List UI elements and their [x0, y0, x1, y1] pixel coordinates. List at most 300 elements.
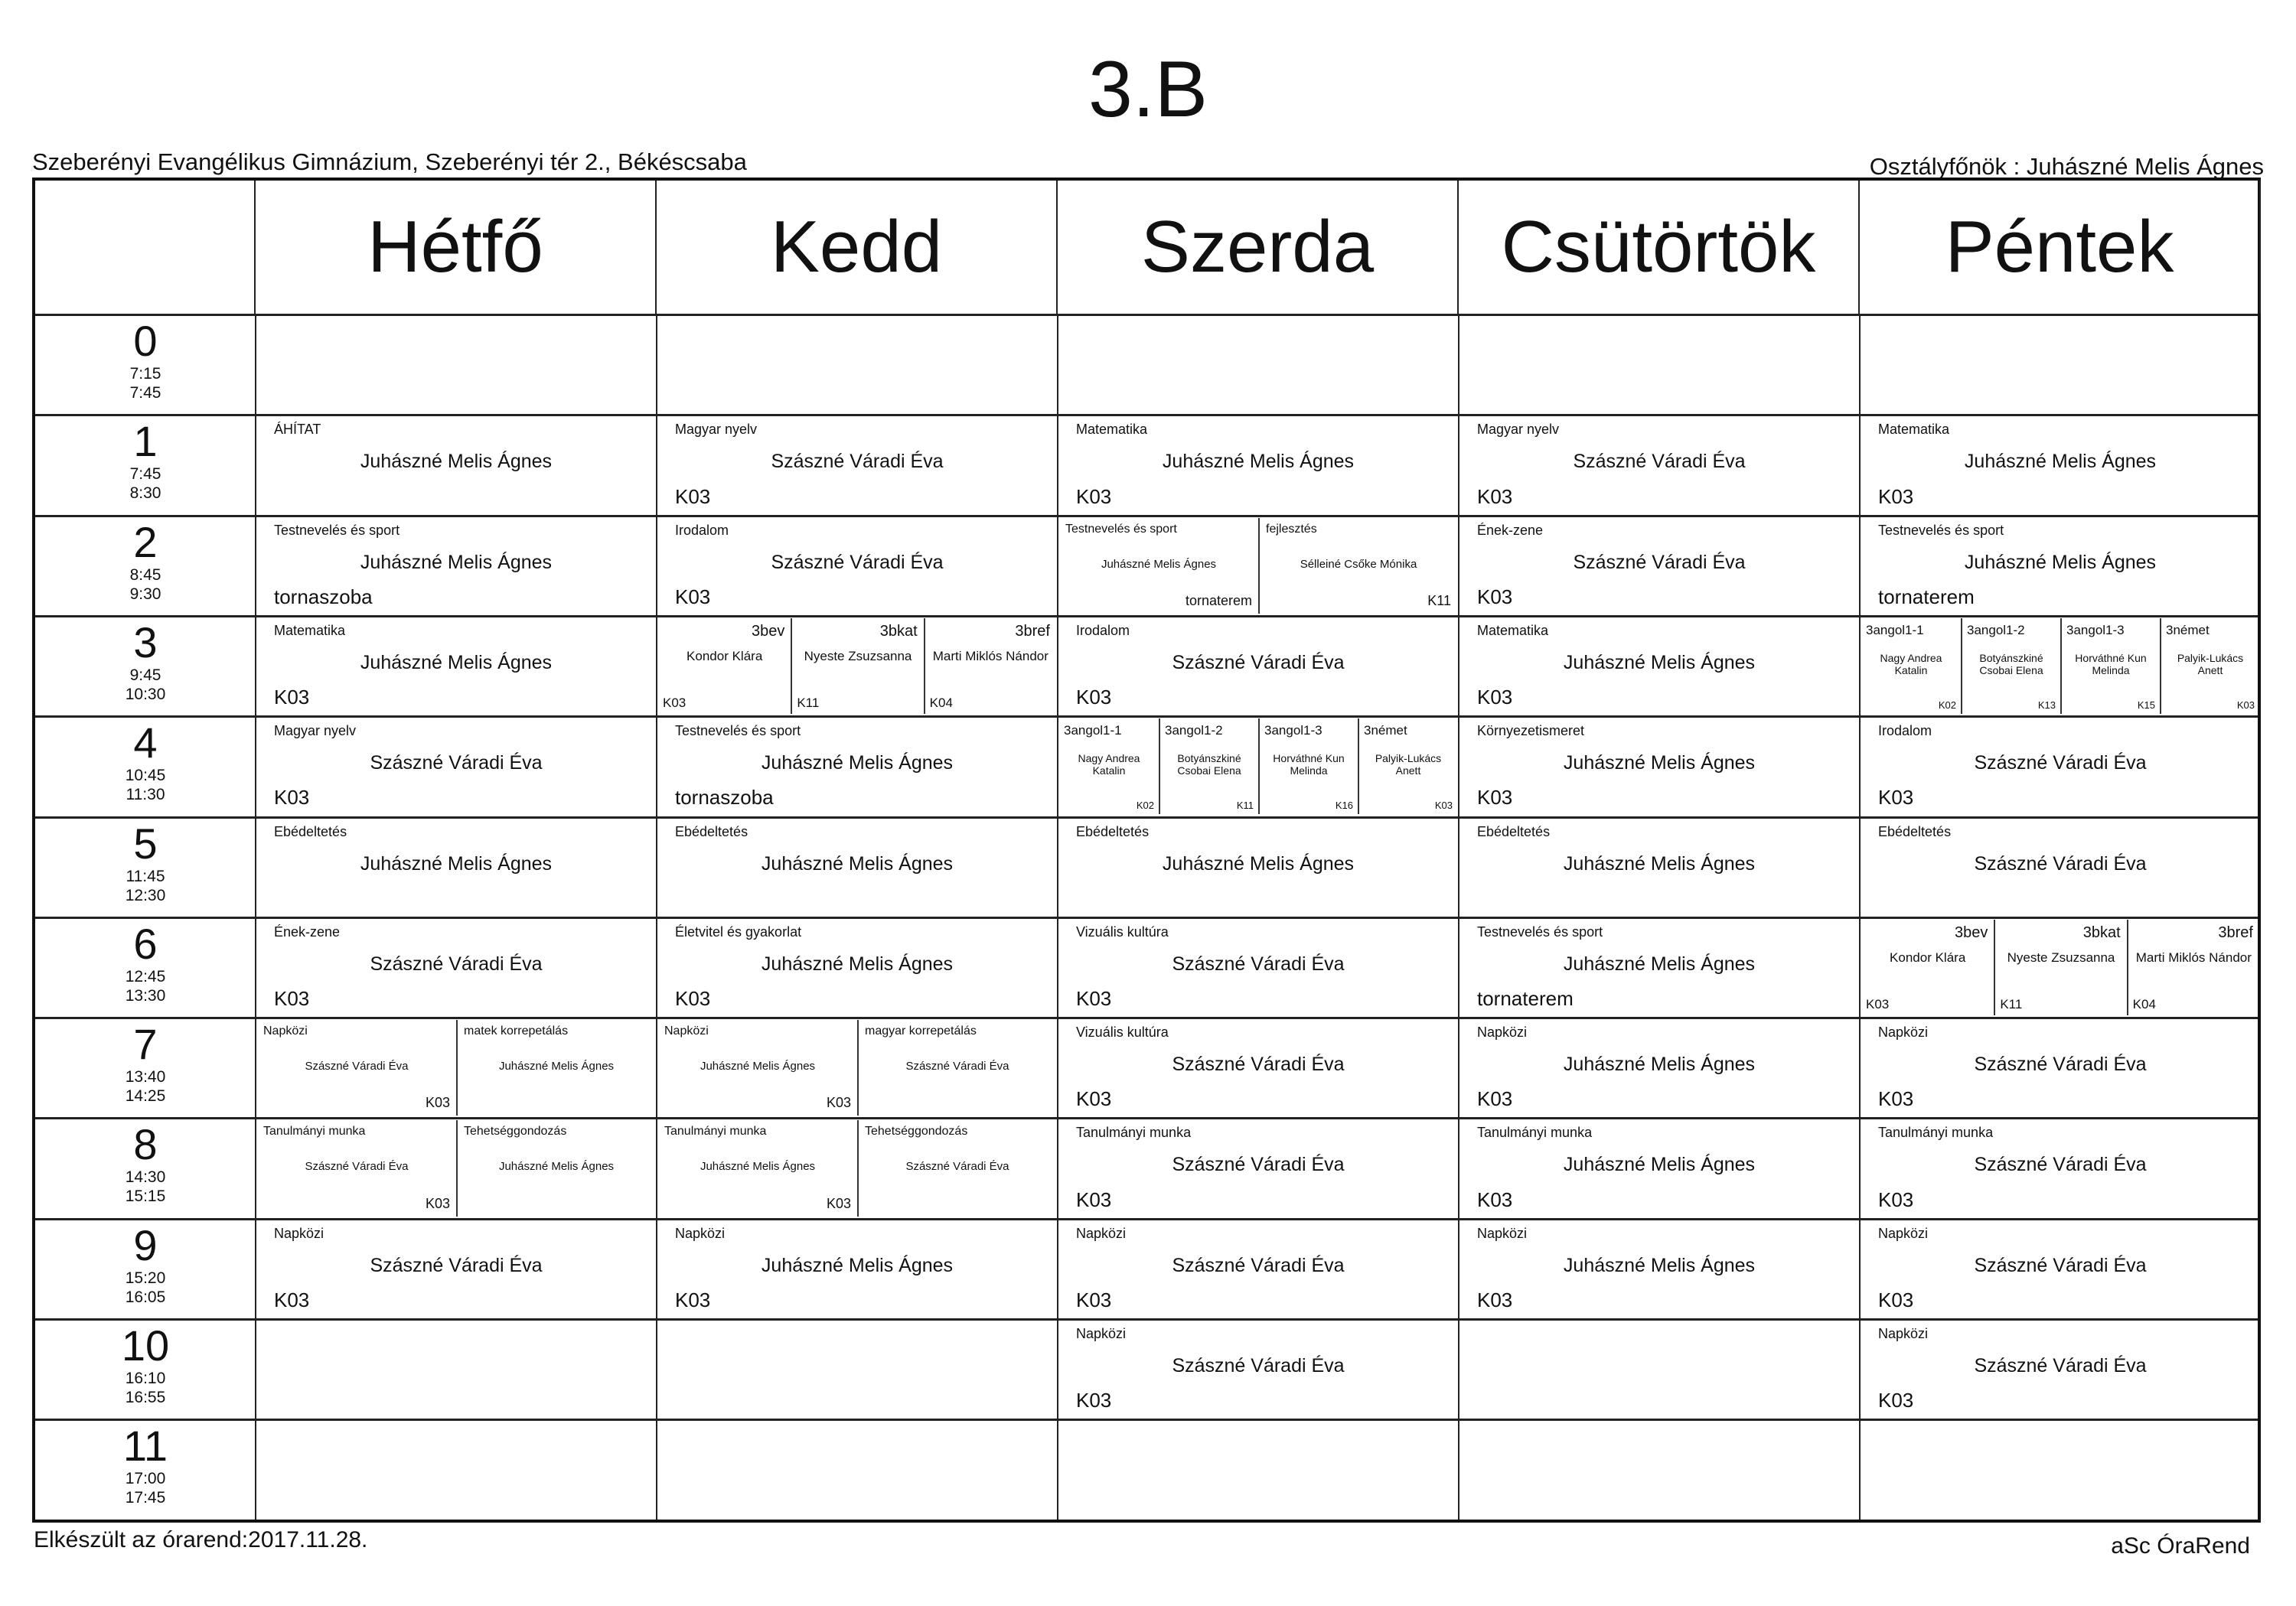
subject-name: Napközi — [675, 1225, 726, 1241]
lesson-slot — [257, 1020, 456, 1116]
lesson-slot — [1358, 718, 1457, 814]
subject-name: Irodalom — [675, 522, 729, 538]
lesson-slot — [658, 618, 791, 714]
subject-name: Tanulmányi munka — [263, 1125, 366, 1139]
lesson-slot — [2160, 618, 2259, 714]
row-divider — [35, 615, 2258, 617]
lesson-cell — [1059, 1120, 1457, 1216]
subject-name: ÁHÍTAT — [274, 422, 321, 438]
lesson-slot — [1059, 1221, 1457, 1317]
lesson-cell — [1460, 417, 1858, 513]
lesson-slot — [1460, 819, 1858, 915]
subject-name: Tanulmányi munka — [1477, 1125, 1593, 1141]
lesson-slot — [924, 618, 1056, 714]
lesson-slot — [1159, 718, 1258, 814]
lesson-slot — [1059, 417, 1457, 513]
row-divider — [35, 515, 2258, 517]
room-name: K11 — [2000, 997, 2023, 1012]
period-9 — [35, 1218, 256, 1318]
column-divider — [656, 314, 657, 1520]
teacher-name: Szászné Váradi Éva — [905, 1160, 1009, 1174]
subject-name: Testnevelés és sport — [675, 723, 801, 739]
lesson-slot — [257, 417, 655, 513]
group-name: 3angol1-1 — [1866, 622, 1924, 637]
column-divider — [1057, 314, 1058, 1520]
teacher-name: Juhászné Melis Ágnes — [360, 551, 553, 573]
room-name: K13 — [2037, 699, 2056, 712]
period-end-time: 16:55 — [125, 1389, 166, 1406]
period-7 — [35, 1017, 256, 1117]
period-number: 2 — [133, 517, 158, 566]
subject-name: Ének-zene — [1477, 522, 1544, 538]
lesson-slot — [1460, 1020, 1858, 1116]
teacher-name: Juhászné Melis Ágnes — [1162, 451, 1355, 473]
subject-name: Napközi — [1477, 1225, 1528, 1241]
group-name: 3angol1-2 — [1967, 622, 2025, 637]
teacher-name: Szászné Váradi Éva — [1573, 551, 1746, 573]
period-number: 5 — [133, 819, 158, 868]
period-end-time: 14:25 — [125, 1087, 166, 1106]
period-number: 8 — [133, 1120, 158, 1169]
teacher-name: Szászné Váradi Éva — [305, 1060, 409, 1073]
teacher-name: Horváthné Kun Melinda — [2075, 651, 2147, 676]
period-0 — [35, 314, 256, 414]
teacher-name: Szászné Váradi Éva — [1974, 1054, 2147, 1076]
period-number: 10 — [121, 1321, 170, 1370]
lesson-slot — [1059, 618, 1457, 714]
subject-name: Ebédeltetés — [1878, 823, 1952, 839]
teacher-name: Juhászné Melis Ágnes — [360, 852, 553, 875]
teacher-name: Juhászné Melis Ágnes — [1162, 852, 1355, 875]
room-name: K11 — [1427, 592, 1451, 608]
room-name: K03 — [1878, 786, 1914, 810]
lesson-cell — [1460, 920, 1858, 1015]
lesson-slot — [456, 1120, 655, 1216]
subject-name: Napközi — [1477, 1025, 1528, 1041]
lesson-slot — [1861, 1120, 2259, 1216]
room-name: K04 — [2132, 997, 2156, 1012]
teacher-name: Szászné Váradi Éva — [1974, 1154, 2147, 1176]
room-name: K03 — [1477, 786, 1513, 810]
corner-cell — [35, 181, 256, 314]
period-start-time: 15:20 — [125, 1269, 166, 1287]
row-divider — [35, 816, 2258, 819]
room-name: K03 — [274, 786, 310, 810]
lesson-slot — [1059, 518, 1258, 614]
lesson-slot — [257, 1221, 655, 1317]
subject-name: Testnevelés és sport — [274, 522, 400, 538]
lesson-slot — [2060, 618, 2160, 714]
lesson-slot — [1059, 1020, 1457, 1116]
room-name: K03 — [675, 484, 711, 508]
row-divider — [35, 715, 2258, 718]
period-2 — [35, 515, 256, 615]
subject-name: Ebédeltetés — [1076, 823, 1150, 839]
teacher-name: Juhászné Melis Ágnes — [1563, 852, 1756, 875]
room-name: K03 — [1477, 1288, 1513, 1311]
school-name: Szeberényi Evangélikus Gimnázium, Szeberényi tér 2., Békéscsaba — [32, 148, 747, 175]
teacher-name: Kondor Klára — [1890, 950, 1966, 965]
lesson-slot — [257, 618, 655, 714]
period-end-time: 17:45 — [125, 1489, 166, 1507]
group-name: 3bkat — [2082, 924, 2121, 941]
lesson-slot — [1460, 718, 1858, 814]
room-name: K03 — [826, 1095, 851, 1111]
subject-name: matek korrepetálás — [464, 1025, 569, 1038]
lesson-cell — [1861, 718, 2259, 814]
subject-name: Környezetismeret — [1477, 723, 1585, 739]
group-name: 3bkat — [879, 622, 918, 640]
teacher-name: Nagy Andrea Katalin — [1078, 752, 1140, 777]
lesson-slot — [1861, 1020, 2259, 1116]
lesson-cell — [1059, 920, 1457, 1015]
lesson-cell — [658, 718, 1056, 814]
timetable-grid — [32, 178, 2261, 1523]
teacher-name: Juhászné Melis Ágnes — [700, 1160, 816, 1174]
teacher-name: Juhászné Melis Ágnes — [700, 1060, 816, 1073]
lesson-cell — [1861, 920, 2259, 1015]
period-start-time: 9:45 — [129, 666, 161, 684]
teacher-name: Szászné Váradi Éva — [1172, 1355, 1345, 1376]
room-name: K03 — [1878, 1087, 1914, 1111]
period-end-time: 9:30 — [129, 585, 161, 603]
subject-name: Vizuális kultúra — [1076, 1025, 1169, 1041]
teacher-name: Palyik-Lukács Anett — [1375, 752, 1442, 777]
teacher-name: Szászné Váradi Éva — [370, 953, 543, 975]
row-divider — [35, 1017, 2258, 1019]
teacher-name: Nagy Andrea Katalin — [1880, 651, 1942, 676]
subject-name: Napközi — [1076, 1326, 1127, 1341]
period-start-time: 11:45 — [126, 867, 165, 885]
period-number: 3 — [133, 617, 158, 666]
room-name: K03 — [1477, 585, 1513, 608]
lesson-slot — [1861, 417, 2259, 513]
row-divider — [35, 917, 2258, 919]
period-start-time: 7:15 — [129, 365, 161, 383]
page-title: 3.B — [1088, 45, 1208, 134]
row-divider — [35, 1318, 2258, 1321]
room-name: K02 — [1938, 699, 1956, 712]
subject-name: Magyar nyelv — [274, 723, 357, 739]
lesson-slot — [1861, 618, 1961, 714]
teacher-name: Szászné Váradi Éva — [1974, 852, 2147, 875]
period-8 — [35, 1117, 256, 1217]
subject-name: Napközi — [664, 1025, 709, 1038]
lesson-slot — [257, 819, 655, 915]
lesson-slot — [2127, 920, 2259, 1015]
teacher-name: Szászné Váradi Éva — [370, 752, 543, 774]
room-name: K03 — [1477, 686, 1513, 709]
room-name: K03 — [1434, 800, 1453, 812]
period-start-time: 8:45 — [129, 565, 161, 584]
subject-name: Napközi — [1076, 1225, 1127, 1241]
lesson-slot — [1861, 518, 2259, 614]
teacher-name: Szászné Váradi Éva — [305, 1160, 409, 1174]
teacher-name: Szászné Váradi Éva — [1172, 1054, 1345, 1076]
room-name: K15 — [2137, 699, 2155, 712]
lesson-cell — [658, 1120, 1056, 1216]
lesson-cell — [1861, 618, 2259, 714]
lesson-cell — [658, 417, 1056, 513]
room-name: K03 — [2236, 699, 2255, 712]
teacher-name: Kondor Klára — [687, 648, 763, 663]
room-name: tornaterem — [1185, 592, 1252, 608]
subject-name: Tehetséggondozás — [865, 1125, 968, 1139]
teacher-name: Juhászné Melis Ágnes — [1563, 651, 1756, 673]
lesson-slot — [1059, 819, 1457, 915]
subject-name: Napközi — [263, 1025, 308, 1038]
room-name: K03 — [1076, 1187, 1112, 1211]
teacher-name: Nyeste Zsuzsanna — [2007, 950, 2115, 965]
created-date: Elkészült az órarend:2017.11.28. — [34, 1527, 368, 1552]
lesson-slot — [1059, 920, 1457, 1015]
teacher-name: Sélleiné Csőke Mónika — [1300, 557, 1417, 571]
teacher-name: Szászné Váradi Éva — [1172, 1254, 1345, 1276]
subject-name: Napközi — [1878, 1326, 1929, 1341]
lesson-slot — [857, 1120, 1056, 1216]
period-end-time: 8:30 — [129, 484, 161, 503]
room-name: K03 — [274, 1288, 310, 1311]
lesson-cell — [257, 819, 655, 915]
lesson-slot — [1460, 1221, 1858, 1317]
lesson-cell — [1460, 618, 1858, 714]
teacher-name: Juhászné Melis Ágnes — [498, 1060, 615, 1073]
teacher-name: Szászné Váradi Éva — [1172, 1154, 1345, 1176]
lesson-cell — [257, 920, 655, 1015]
lesson-slot — [1059, 1120, 1457, 1216]
period-4 — [35, 715, 256, 816]
period-start-time: 17:00 — [125, 1470, 166, 1488]
period-number: 9 — [133, 1220, 158, 1269]
subject-name: Tehetséggondozás — [464, 1125, 567, 1139]
subject-name: Matematika — [1477, 622, 1549, 638]
room-name: K03 — [1878, 1288, 1914, 1311]
teacher-name: Juhászné Melis Ágnes — [1563, 1054, 1756, 1076]
teacher-name: Palyik-Lukács Anett — [2177, 651, 2244, 676]
lesson-cell — [658, 1221, 1056, 1317]
teacher-name: Horváthné Kun Melinda — [1273, 752, 1345, 777]
room-name: K03 — [1878, 1389, 1914, 1412]
period-end-time: 16:05 — [125, 1288, 166, 1306]
day-header-2: Kedd — [657, 181, 1058, 314]
period-start-time: 10:45 — [125, 767, 166, 785]
row-divider — [35, 1218, 2258, 1220]
room-name: K03 — [425, 1095, 450, 1111]
lesson-slot — [857, 1020, 1056, 1116]
lesson-cell — [658, 618, 1056, 714]
subject-name: Matematika — [1878, 422, 1950, 438]
room-name: K03 — [1477, 484, 1513, 508]
group-name: 3bev — [751, 622, 785, 640]
teacher-name: Juhászné Melis Ágnes — [761, 752, 954, 774]
lesson-slot — [658, 718, 1056, 814]
subject-name: Magyar nyelv — [675, 422, 758, 438]
lesson-cell — [257, 1120, 655, 1216]
teacher-name: Szászné Váradi Éva — [1172, 953, 1345, 975]
subject-name: Ebédeltetés — [675, 823, 748, 839]
lesson-slot — [1258, 518, 1457, 614]
teacher-name: Juhászné Melis Ágnes — [1563, 1254, 1756, 1276]
teacher-name: Juhászné Melis Ágnes — [1563, 752, 1756, 774]
subject-name: Életvitel és gyakorlat — [675, 924, 802, 940]
room-name: K03 — [1477, 1087, 1513, 1111]
teacher-name: Marti Miklós Nándor — [2135, 950, 2252, 965]
subject-name: Napközi — [274, 1225, 325, 1241]
lesson-slot — [1460, 518, 1858, 614]
column-divider — [1859, 314, 1861, 1520]
room-name: K11 — [797, 695, 820, 711]
teacher-name: Juhászné Melis Ágnes — [761, 852, 954, 875]
lesson-slot — [257, 920, 655, 1015]
period-number: 1 — [133, 417, 158, 466]
period-11 — [35, 1419, 256, 1519]
lesson-cell — [1460, 1020, 1858, 1116]
period-start-time: 16:10 — [125, 1370, 166, 1387]
row-divider — [35, 1419, 2258, 1421]
room-name: K16 — [1335, 800, 1353, 812]
subject-name: Vizuális kultúra — [1076, 924, 1169, 940]
lesson-cell — [1460, 1221, 1858, 1317]
lesson-cell — [1861, 417, 2259, 513]
lesson-slot — [257, 1120, 456, 1216]
lesson-slot — [1994, 920, 2126, 1015]
row-divider — [35, 314, 2258, 316]
lesson-slot — [658, 920, 1056, 1015]
lesson-cell — [658, 819, 1056, 915]
day-header-5: Péntek — [1860, 181, 2261, 314]
group-name: 3angol1-3 — [1264, 723, 1322, 738]
software-name: aSc ÓraRend — [2111, 1533, 2250, 1559]
teacher-name: Juhászné Melis Ágnes — [1964, 451, 2157, 473]
group-name: 3bev — [1954, 924, 1988, 941]
group-name: 3angol1-1 — [1064, 723, 1122, 738]
room-name: tornaszoba — [274, 585, 373, 608]
room-name: K03 — [675, 585, 711, 608]
room-name: K03 — [1076, 1389, 1112, 1412]
lesson-cell — [1460, 518, 1858, 614]
subject-name: Magyar nyelv — [1477, 422, 1560, 438]
lesson-cell — [1460, 718, 1858, 814]
period-start-time: 13:40 — [125, 1068, 166, 1086]
lesson-slot — [1460, 618, 1858, 714]
room-name: K11 — [1236, 800, 1254, 812]
period-number: 11 — [122, 1422, 168, 1471]
row-divider — [35, 414, 2258, 416]
subject-name: Irodalom — [1878, 723, 1932, 739]
period-6 — [35, 917, 256, 1017]
period-end-time: 11:30 — [126, 786, 165, 804]
room-name: K03 — [826, 1195, 851, 1211]
lesson-slot — [1961, 618, 2060, 714]
subject-name: Tanulmányi munka — [1076, 1125, 1192, 1141]
lesson-cell — [1059, 518, 1457, 614]
period-number: 0 — [133, 317, 158, 365]
teacher-name: Szászné Váradi Éva — [1974, 1254, 2147, 1276]
lesson-slot — [658, 518, 1056, 614]
lesson-cell — [1861, 1120, 2259, 1216]
group-name: 3bref — [1015, 622, 1050, 640]
period-end-time: 12:30 — [125, 886, 166, 904]
lesson-cell — [1059, 1020, 1457, 1116]
room-name: K03 — [274, 987, 310, 1011]
period-start-time: 12:45 — [125, 967, 166, 985]
lesson-cell — [658, 1020, 1056, 1116]
room-name: K03 — [1878, 1187, 1914, 1211]
lesson-cell — [257, 1221, 655, 1317]
lesson-cell — [257, 618, 655, 714]
teacher-name: Szászné Váradi Éva — [1172, 651, 1345, 673]
room-name: K04 — [929, 695, 953, 711]
lesson-cell — [1861, 518, 2259, 614]
period-end-time: 10:30 — [125, 685, 166, 703]
lesson-cell — [1460, 819, 1858, 915]
lesson-cell — [1861, 1221, 2259, 1317]
group-name: 3német — [1364, 723, 1407, 738]
period-5 — [35, 816, 256, 917]
teacher-name: Juhászné Melis Ágnes — [1964, 551, 2157, 573]
group-name: 3bref — [2218, 924, 2253, 941]
subject-name: Napközi — [1878, 1225, 1929, 1241]
subject-name: Ének-zene — [274, 924, 341, 940]
day-header-3: Szerda — [1058, 181, 1459, 314]
lesson-cell — [1861, 1321, 2259, 1417]
subject-name: Ebédeltetés — [1477, 823, 1551, 839]
teacher-name: Juhászné Melis Ágnes — [761, 1254, 954, 1276]
lesson-slot — [1460, 1120, 1858, 1216]
subject-name: Ebédeltetés — [274, 823, 347, 839]
teacher-name: Szászné Váradi Éva — [1974, 752, 2147, 774]
lesson-cell — [1861, 1020, 2259, 1116]
period-1 — [35, 414, 256, 514]
teacher-name: Szászné Váradi Éva — [1573, 451, 1746, 473]
room-name: K03 — [1878, 484, 1914, 508]
lesson-cell — [1059, 819, 1457, 915]
group-name: 3angol1-3 — [2066, 622, 2125, 637]
period-3 — [35, 615, 256, 715]
teacher-name: Juhászné Melis Ágnes — [1101, 557, 1217, 571]
teacher-name: Szászné Váradi Éva — [1974, 1355, 2147, 1376]
row-divider — [35, 1117, 2258, 1119]
room-name: K03 — [1076, 987, 1112, 1011]
period-end-time: 15:15 — [125, 1187, 166, 1206]
lesson-cell — [257, 718, 655, 814]
day-header-4: Csütörtök — [1459, 181, 1860, 314]
teacher-name: Botyánszkiné Csobai Elena — [1979, 651, 2043, 676]
teacher-name: Juhászné Melis Ágnes — [761, 953, 954, 975]
period-end-time: 7:45 — [129, 384, 161, 402]
teacher-name: Nyeste Zsuzsanna — [804, 648, 912, 663]
lesson-cell — [658, 920, 1056, 1015]
lesson-slot — [1059, 718, 1159, 814]
subject-name: Matematika — [1076, 422, 1148, 438]
period-end-time: 13:30 — [125, 986, 166, 1005]
lesson-cell — [1059, 618, 1457, 714]
subject-name: magyar korrepetálás — [865, 1025, 977, 1038]
column-divider — [1458, 314, 1459, 1520]
room-name: K03 — [425, 1195, 450, 1211]
room-name: K03 — [1866, 997, 1890, 1012]
period-start-time: 14:30 — [125, 1168, 166, 1187]
lesson-slot — [257, 518, 655, 614]
period-number: 7 — [133, 1020, 158, 1069]
room-name: tornaterem — [1878, 585, 1975, 608]
teacher-name: Szászné Váradi Éva — [370, 1254, 543, 1276]
teacher-name: Botyánszkiné Csobai Elena — [1177, 752, 1241, 777]
lesson-slot — [658, 417, 1056, 513]
period-start-time: 7:45 — [129, 465, 161, 484]
teacher-name: Szászné Váradi Éva — [905, 1060, 1009, 1073]
lesson-slot — [1861, 920, 1994, 1015]
